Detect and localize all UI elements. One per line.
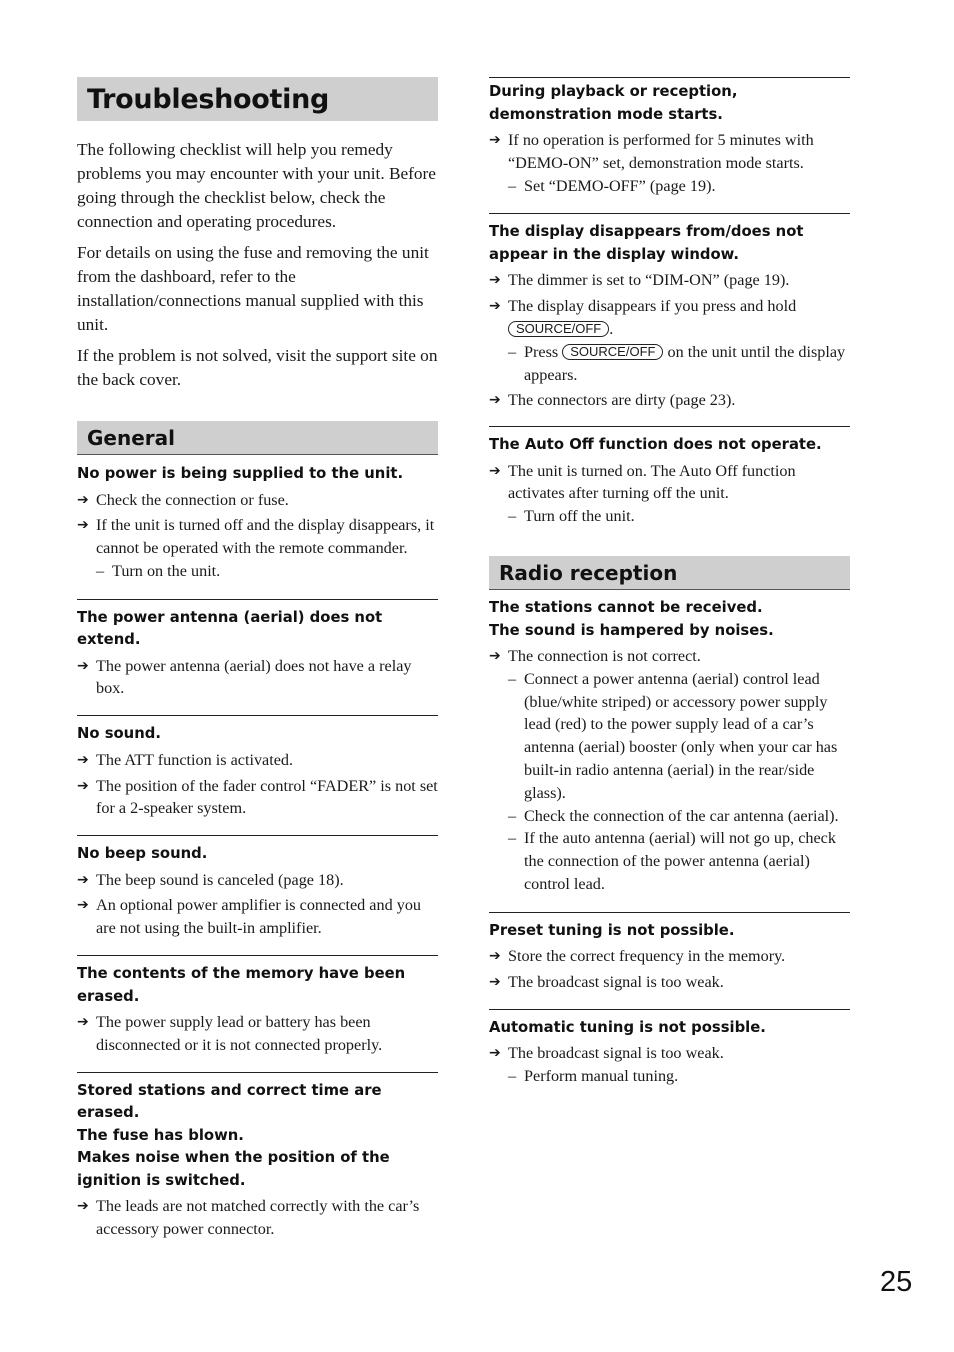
arrow-icon: ➔: [77, 491, 89, 508]
cause-text: The power antenna (aerial) does not have a relay box.: [96, 656, 412, 698]
arrow-icon: ➔: [77, 871, 89, 888]
item-question: The stations cannot be received.: [489, 599, 763, 617]
cause-text: .: [609, 319, 614, 338]
trouble-item: [77, 835, 438, 940]
arrow-icon: ➔: [489, 948, 501, 965]
trouble-item: [489, 77, 850, 197]
trouble-item: [77, 463, 438, 583]
cause-text: The display disappears if you press and hold: [508, 297, 797, 316]
dash-icon: –: [508, 1067, 517, 1086]
cause-text: The power supply lead or battery has been disconnected or it is not connected properly.: [96, 1013, 383, 1054]
trouble-item: [489, 1009, 850, 1088]
cause: [77, 1011, 438, 1057]
fix-text: Connect a power antenna (aerial) control lead (blue/white striped) or accessory power supply lead (red) to the power supply lead of a car’s antenna (aerial) booster (only when your car has built-in radio antenna (aerial) in the rear/side glass).: [524, 669, 838, 802]
cause-text: The beep sound is canceled (page 18).: [96, 870, 344, 889]
trouble-item: [489, 912, 850, 994]
cause: [77, 655, 438, 701]
fix-text: Turn off the unit.: [524, 507, 635, 526]
item-question: The display disappears from/does not appear in the display window.: [489, 223, 804, 263]
dash-icon: –: [508, 829, 517, 848]
trouble-item: [489, 426, 850, 528]
item-question: No beep sound.: [77, 845, 208, 863]
cause: [489, 971, 850, 994]
trouble-item: [77, 955, 438, 1057]
section-title: Radio reception: [499, 560, 678, 585]
intro: [77, 138, 438, 392]
fix-text: If the auto antenna (aerial) will not go up, check the connection of the power antenna (aerial) control lead.: [524, 829, 836, 894]
dash-icon: –: [508, 806, 517, 825]
item-question: The sound is hampered by noises.: [489, 621, 774, 639]
item-question: Makes noise when the position of the ignition is switched.: [77, 1149, 390, 1189]
cause-text: The connection is not correct.: [508, 647, 701, 666]
cause: [489, 460, 850, 506]
fix: [489, 805, 850, 828]
fix: [489, 341, 850, 387]
item-question: No power is being supplied to the unit.: [77, 465, 404, 482]
cause: [489, 295, 850, 341]
cause-text: The leads are not matched correctly with the car’s accessory power connector.: [96, 1197, 420, 1238]
intro-paragraph: The following checklist will help you remedy problems you may encounter with your unit. Before going through the checklist below, check the connection and operating procedures.: [77, 140, 436, 231]
cause: [77, 1195, 438, 1241]
dash-icon: –: [508, 342, 517, 361]
cause: [489, 129, 850, 175]
arrow-icon: ➔: [77, 751, 89, 768]
cause: [77, 894, 438, 940]
cause-text: If the unit is turned off and the display disappears, it cannot be operated with the remote commander.: [96, 516, 435, 558]
fix-text: Perform manual tuning.: [524, 1067, 679, 1086]
cause-text: If no operation is performed for 5 minutes with “DEMO-ON” set, demonstration mode starts.: [508, 131, 814, 172]
arrow-icon: ➔: [489, 272, 501, 289]
cause-text: The ATT function is activated.: [96, 750, 294, 769]
arrow-icon: ➔: [489, 392, 501, 409]
section-title: General: [87, 425, 175, 450]
title-bar: [77, 77, 438, 121]
arrow-icon: ➔: [489, 1045, 501, 1062]
arrow-icon: ➔: [77, 517, 89, 534]
dash-icon: –: [508, 507, 517, 526]
cause: [489, 945, 850, 968]
intro-paragraph: For details on using the fuse and removing the unit from the dashboard, refer to the installation/connections manual supplied with this unit.: [77, 243, 429, 334]
source-off-key: SOURCE/OFF: [508, 321, 609, 337]
section-header-radio: [489, 556, 850, 590]
cause: [77, 514, 438, 560]
item-question: Preset tuning is not possible.: [489, 921, 735, 939]
item-question: Automatic tuning is not possible.: [489, 1018, 766, 1036]
trouble-item: [77, 1072, 438, 1241]
arrow-icon: ➔: [489, 974, 501, 991]
arrow-icon: ➔: [77, 777, 89, 794]
cause-text: The position of the fader control “FADER” is not set for a 2-speaker system.: [96, 776, 438, 818]
source-off-key: SOURCE/OFF: [562, 344, 663, 360]
page-title: Troubleshooting: [87, 83, 330, 115]
cause-text: An optional power amplifier is connected and you are not using the built-in amplifier.: [96, 896, 422, 938]
fix: [489, 827, 850, 895]
cause: [489, 389, 850, 412]
item-question: Stored stations and correct time are erased.: [77, 1081, 382, 1122]
intro-paragraph: If the problem is not solved, visit the support site on the back cover.: [77, 346, 438, 389]
dash-icon: –: [508, 669, 517, 688]
fix-text: Press: [524, 342, 559, 361]
cause-text: The broadcast signal is too weak.: [508, 1044, 724, 1063]
arrow-icon: ➔: [77, 1198, 89, 1215]
cause: [489, 1042, 850, 1065]
arrow-icon: ➔: [489, 462, 501, 479]
arrow-icon: ➔: [489, 132, 501, 148]
fix: [77, 560, 438, 583]
arrow-icon: ➔: [77, 897, 89, 914]
cause-text: The unit is turned on. The Auto Off function activates after turning off the unit.: [508, 461, 796, 503]
left-column: [77, 77, 438, 1244]
cause-text: The connectors are dirty (page 23).: [508, 391, 736, 410]
cause: [77, 869, 438, 892]
fix: [489, 668, 850, 805]
cause: [77, 489, 438, 512]
cause: [489, 645, 850, 668]
trouble-item: [77, 715, 438, 820]
dash-icon: –: [508, 176, 517, 195]
cause-text: The broadcast signal is too weak.: [508, 973, 724, 992]
item-question: The Auto Off function does not operate.: [489, 436, 822, 454]
cause-text: The dimmer is set to “DIM-ON” (page 19).: [508, 271, 790, 290]
cause: [77, 775, 438, 821]
arrow-icon: ➔: [489, 298, 501, 315]
trouble-item: [489, 213, 850, 412]
arrow-icon: ➔: [77, 1014, 89, 1031]
item-question: The fuse has blown.: [77, 1126, 244, 1144]
fix-text: Turn on the unit.: [112, 561, 221, 580]
dash-icon: –: [96, 561, 105, 580]
item-question: The contents of the memory have been erased.: [77, 965, 406, 1005]
item-question: No sound.: [77, 725, 161, 743]
arrow-icon: ➔: [489, 648, 501, 665]
fix: [489, 505, 850, 528]
fix-text: on the unit until the display appears.: [524, 342, 846, 384]
item-question: The power antenna (aerial) does not extend.: [77, 608, 383, 649]
right-column: [489, 77, 850, 1088]
cause-text: Store the correct frequency in the memory.: [508, 947, 786, 966]
fix: [489, 1065, 850, 1088]
trouble-item: [77, 599, 438, 701]
page-number: 25: [880, 1266, 913, 1298]
arrow-icon: ➔: [77, 657, 89, 674]
section-header-general: [77, 421, 438, 455]
trouble-item: [489, 597, 850, 896]
fix-text: Check the connection of the car antenna (aerial).: [524, 806, 839, 825]
cause-text: Check the connection or fuse.: [96, 490, 289, 509]
item-question: During playback or reception, demonstration mode starts.: [489, 83, 738, 123]
cause: [489, 269, 850, 292]
fix-text: Set “DEMO-OFF” (page 19).: [524, 176, 716, 195]
fix: [489, 175, 850, 198]
cause: [77, 749, 438, 772]
